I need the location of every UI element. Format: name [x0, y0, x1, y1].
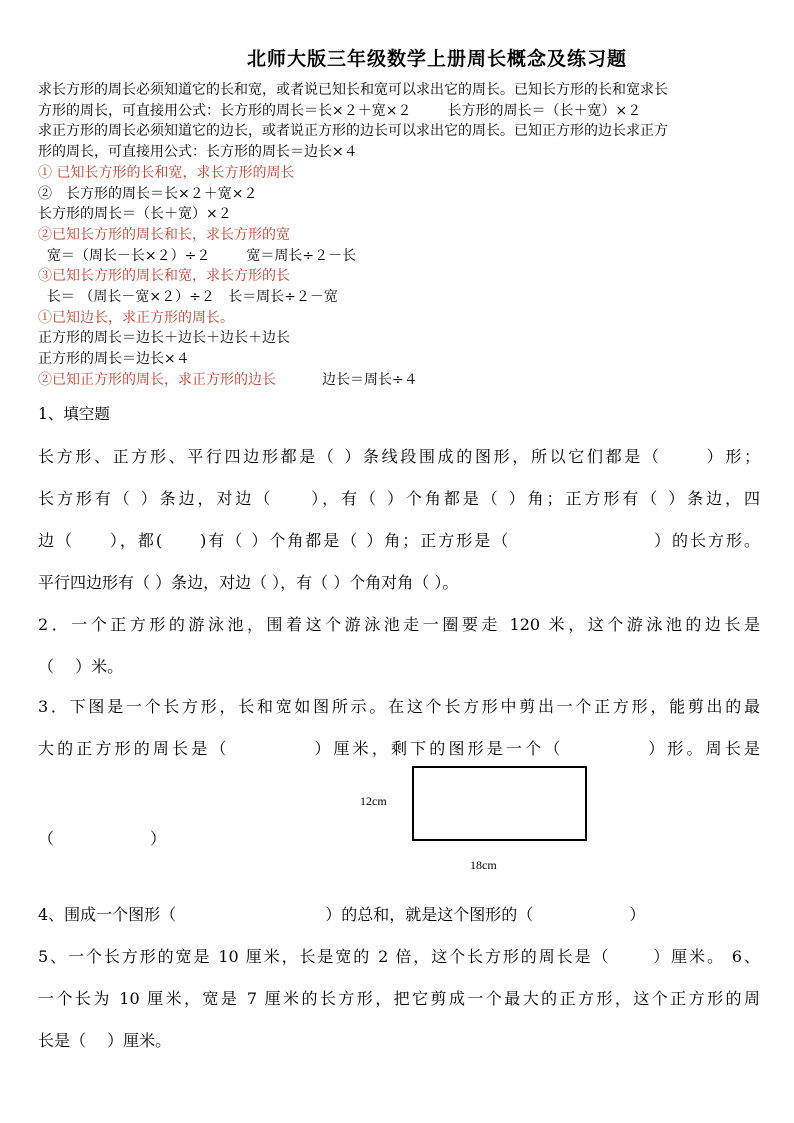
- note-line: 正方形的周长＝边长＋边长＋边长＋边长: [38, 330, 290, 347]
- question-3-line: （ ）: [38, 829, 167, 848]
- note-text: 宽＝（周长－长×２）÷２: [46, 247, 211, 264]
- question-5-line: 一个长为 10 厘米，宽是 7 厘米的长方形，把它剪成一个最大的正方形，这个正方形的周: [38, 989, 760, 1008]
- note-line: 形的周长，可直接用公式：长方形的周长＝边长×４: [38, 144, 358, 161]
- rectangle-width-label: 12cm: [360, 794, 387, 808]
- note-heading: ①已知边长，求正方形的周长。: [38, 309, 234, 326]
- rectangle-length-label: 18cm: [470, 858, 497, 872]
- note-line: [38, 287, 768, 308]
- note-text: 长＝ （周长－宽×２）÷２: [46, 289, 215, 306]
- note-text: 宽＝周长÷２－长: [246, 247, 357, 264]
- question-3-line: 3．下图是一个长方形，长和宽如图所示。在这个长方形中剪出一个正方形，能剪出的最: [38, 697, 760, 716]
- note-text: 长方形的周长＝（长＋宽）×２: [447, 102, 642, 119]
- question-2-line: 2．一个正方形的游泳池，围着这个游泳池走一圈要走 120 米，这个游泳池的边长是: [38, 615, 760, 634]
- formula-notes: [38, 80, 768, 391]
- note-line: 长方形的周长＝（长＋宽）×２: [38, 206, 232, 223]
- note-heading: ②已知正方形的周长，求正方形的边长: [38, 371, 276, 388]
- question-4: 4、围成一个图形（ ）的总和，就是这个图形的（ ）: [38, 905, 646, 924]
- note-line: 正方形的周长＝边长×４: [38, 351, 190, 368]
- question-1-line: 平行四边形有（ ）条边，对边（ ），有（ ）个角对角（ ）。: [38, 573, 459, 592]
- note-heading: ③已知长方形的周长和宽，求长方形的长: [38, 268, 290, 285]
- note-heading: ②已知长方形的周长和长，求长方形的宽: [38, 226, 290, 243]
- note-text: 长＝周长÷２－宽: [228, 289, 338, 306]
- rectangle-figure: [412, 766, 587, 841]
- section-heading: 1、填空题: [38, 405, 110, 423]
- note-text: 方形的周长，可直接用公式：长方形的周长＝长×２＋宽×２: [38, 102, 412, 119]
- note-line: 求长方形的周长必须知道它的长和宽，或者说已知长和宽可以求出它的周长。已知长方形的长和宽求长: [38, 82, 668, 98]
- question-3-line: 大的正方形的周长是（ ）厘米，剩下的图形是一个（ ）形。周长是: [38, 739, 760, 758]
- question-1-line: 长方形有（ ）条边，对边（ ），有（ ）个角都是（ ）角；正方形有（ ）条边，四: [38, 489, 760, 508]
- note-line: [38, 101, 768, 122]
- question-5-line: 长是（ ）厘米。: [38, 1031, 172, 1050]
- question-1-line: 长方形、正方形、平行四边形都是（ ）条线段围成的图形，所以它们都是（ ）形；: [38, 447, 760, 466]
- note-line: [38, 370, 768, 391]
- note-line: 求正方形的周长必须知道它的边长，或者说正方形的边长可以求出它的周长。已知正方形的边长求正方: [38, 123, 668, 140]
- question-1-line: 边（ ），都( )有（ ）个角都是（ ）角；正方形是（ ）的长方形。: [38, 531, 760, 550]
- note-heading: ① 已知长方形的长和宽，求长方形的周长: [38, 164, 295, 181]
- question-2-line: （ ）米。: [38, 657, 124, 676]
- note-line: [38, 246, 768, 267]
- question-5-line: 5、一个长方形的宽是 10 厘米，长是宽的 2 倍，这个长方形的周长是（ ）厘米。 6、: [38, 947, 760, 966]
- note-text: 边长＝周长÷４: [322, 371, 418, 388]
- page-title: 北师大版三年级数学上册周长概念及练习题: [246, 48, 627, 70]
- note-line: ② 长方形的周长＝长×２＋宽×２: [38, 185, 258, 202]
